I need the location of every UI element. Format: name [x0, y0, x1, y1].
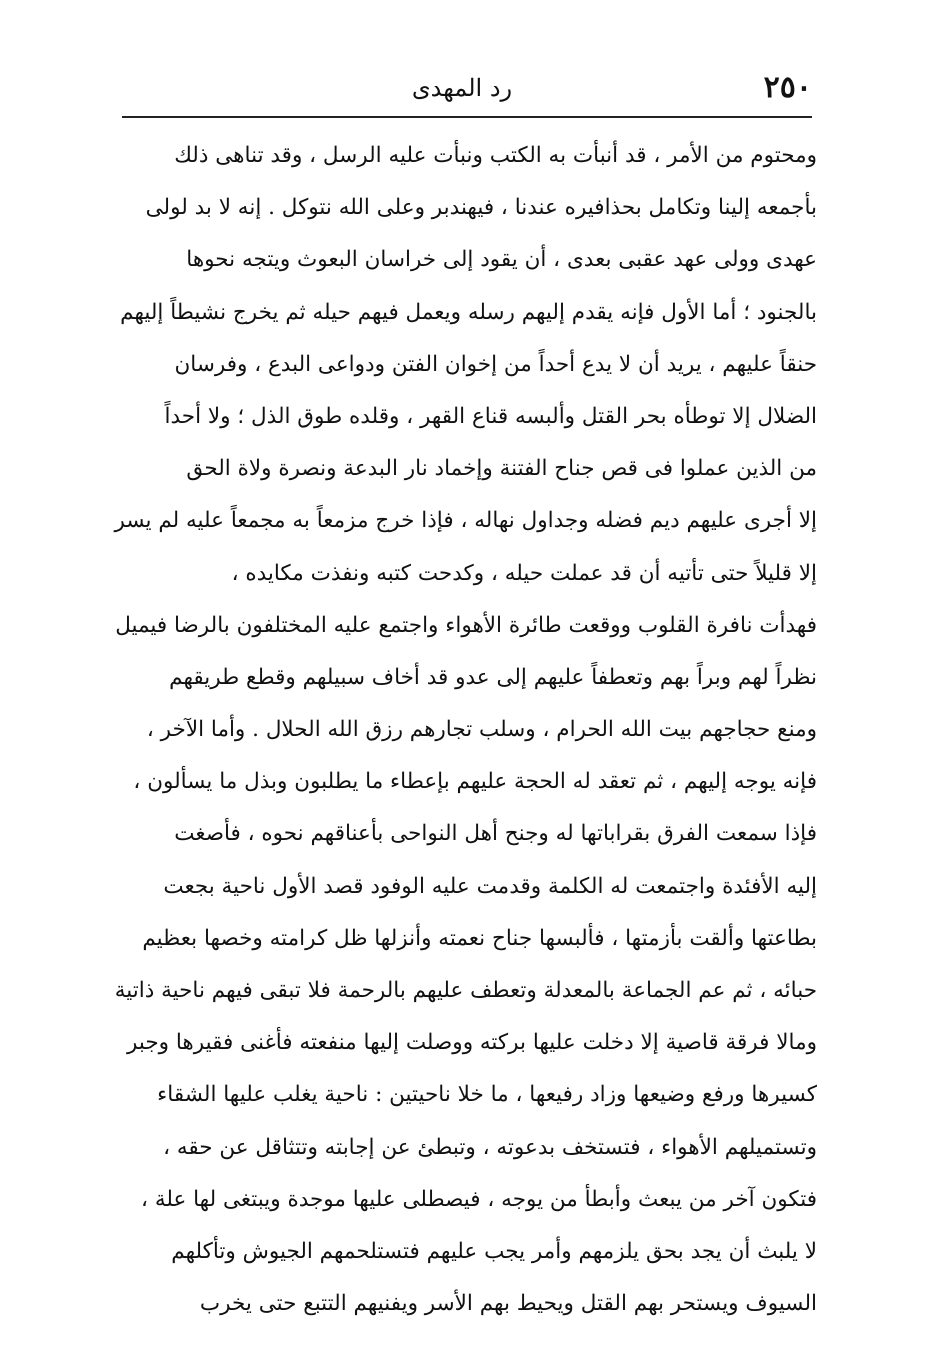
text-line: إلا أجرى عليهم ديم فضله وجداول نهاله ، فإذا خرج مزمعاً به مجمعاً عليه لم يسر [114, 508, 817, 534]
text-line: نظراً لهم وبراً بهم وتعطفاً عليهم إلى عدو قد أخاف سبيلهم وقطع طريقهم [169, 664, 817, 690]
page-number: ٢٥٠ [763, 70, 812, 105]
text-line: بأجمعه إلينا وتكامل بحذافيره عندنا ، فيهندبر وعلى الله نتوكل . إنه لا بد لولى [145, 195, 817, 221]
text-line: إلا قليلاً حتى تأتيه أن قد عملت حيله ، وكدحت كتبه ونفذت مكايده ، [231, 560, 817, 586]
header-rule [122, 116, 812, 118]
text-line: عهدى وولى عهد عقبى بعدى ، أن يقود إلى خراسان البعوث ويتجه نحوها [186, 247, 817, 273]
text-line: ومالا فرقة قاصية إلا دخلت عليها بركته ووصلت إليها منفعته فأغنى فقيرها وجبر [127, 1030, 817, 1056]
text-line: حنقاً عليهم ، يريد أن لا يدع أحداً من إخوان الفتن ودواعى البدع ، وفرسان [174, 351, 817, 377]
text-line: كسيرها ورفع وضيعها وزاد رفيعها ، ما خلا ناحيتين : ناحية يغلب عليها الشقاء [157, 1082, 817, 1108]
text-line: لا يلبث أن يجد بحق يلزمهم وأمر يجب عليهم فتستلحمهم الجيوش وتأكلهم [171, 1238, 817, 1264]
text-line: إليه الأفئدة واجتمعت له الكلمة وقدمت عليه الوفود قصد الأول ناحية بجعت [163, 873, 817, 899]
text-line: ومنع حجاجهم بيت الله الحرام ، وسلب تجارهم رزق الله الحلال . وأما الآخر ، [146, 717, 817, 743]
running-head: رد المهدى [411, 74, 513, 102]
text-line: من الذين عملوا فى قص جناح الفتنة وإخماد نار البدعة ونصرة ولاة الحق [186, 456, 817, 482]
page-header [122, 66, 812, 118]
text-line: وتستميلهم الأهواء ، فتستخف بدعوته ، وتبطئ عن إجابته وتتثاقل عن حقه ، [163, 1134, 817, 1160]
body-text [112, 130, 817, 1330]
text-line: فتكون آخر من يبعث وأبطأ من يوجه ، فيصطلى عليها موجدة ويبتغى لها علة ، [141, 1186, 817, 1212]
text-line: حبائه ، ثم عم الجماعة بالمعدلة وتعطف عليهم بالرحمة فلا تبقى فيهم ناحية ذاتية [114, 978, 817, 1003]
text-line: فإنه يوجه إليهم ، ثم تعقد له الحجة عليهم بإعطاء ما يطلبون وبذل ما يسألون ، [133, 769, 817, 795]
text-line: بالجنود ؛ أما الأول فإنه يقدم إليهم رسله ويعمل فيهم حيله ثم يخرج نشيطاً إليهم [120, 299, 817, 325]
text-line: فهدأت نافرة القلوب ووقعت طائرة الأهواء واجتمع عليه المختلفون بالرضا فيميل [115, 612, 817, 638]
text-line: فإذا سمعت الفرق بقراباتها له وجنح أهل النواحى بأعناقهم نحوه ، فأصغت [174, 821, 817, 847]
text-line: الضلال إلا توطأه بحر القتل وألبسه قناع القهر ، وقلده طوق الذل ؛ ولا أحداً [164, 403, 817, 429]
text-line: السيوف ويستحر بهم القتل ويحيط بهم الأسر ويفنيهم التتبع حتى يخرب [199, 1291, 817, 1317]
text-line: ومحتوم من الأمر ، قد أنبأت به الكتب ونبأت عليه الرسل ، وقد تناهى ذلك [174, 143, 817, 168]
text-line: بطاعتها وألقت بأزمتها ، فألبسها جناح نعمته وأنزلها ظل كرامته وخصها بعظيم [142, 925, 817, 951]
